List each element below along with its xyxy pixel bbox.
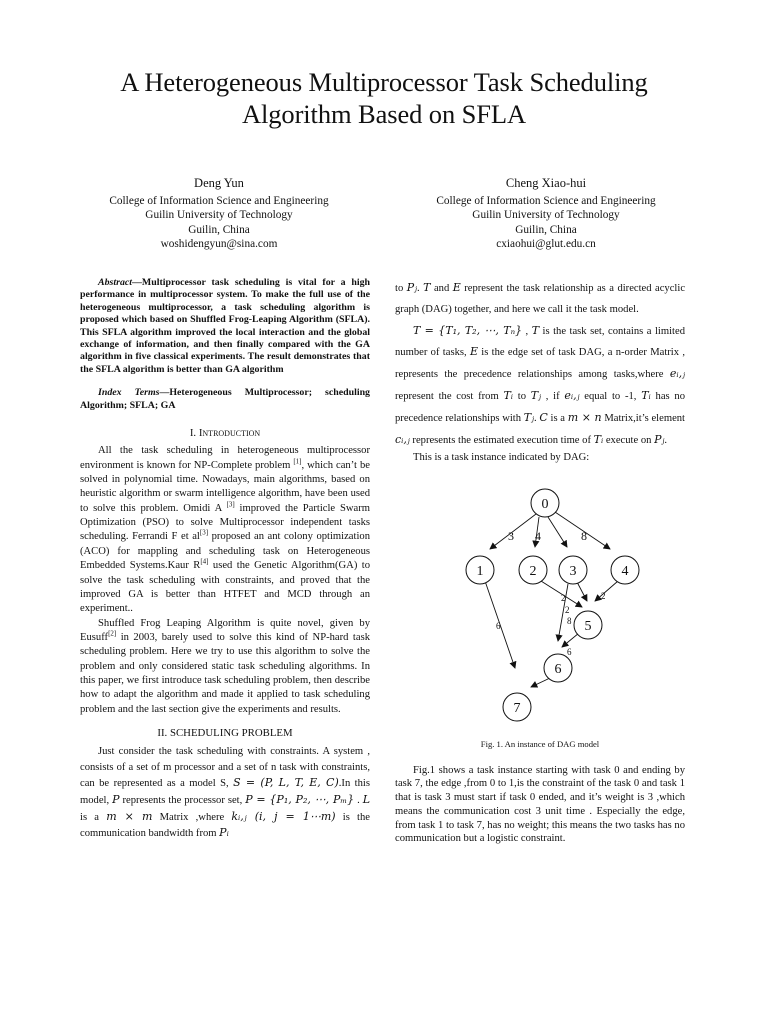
dag-intro-line: This is a task instance indicated by DAG: <box>413 452 590 464</box>
author-dept: College of Information Science and Engineering <box>436 195 656 208</box>
edge-5-6 <box>562 633 579 647</box>
node-label: 6 <box>554 662 562 678</box>
node-label: 0 <box>541 497 549 513</box>
citation: [2] <box>108 629 117 638</box>
author-name: Cheng Xiao-hui <box>505 176 587 190</box>
citation: [1] <box>293 457 302 466</box>
edge-label: 6 <box>496 621 501 632</box>
citation: [4] <box>200 557 209 566</box>
edge-label: 8 <box>567 616 572 627</box>
author-email: woshidengyun@sina.com <box>160 237 278 250</box>
figure-description-paragraph: Fig.1 shows a task instance starting with task 0 and ending by task 7, the edge ,from 0 to 1,is the constraint of the task 0 and task 1 that is task 3 must start if task 0 ended, and it’s weight is 3 ,which means the communication cost 3 unit time . Especially the edge, from task 1 to task 7, has no weight; this means the two tasks has no communication but a logistic constraint. <box>395 764 685 845</box>
task-set-paragraph: T = {T₁, T₂, ⋯, Tₙ} , T is the task set, contains a limited number of tasks, E is the edge set of task DAG, a n-order Matrix , represents the precedence relationships among tasks,where eᵢ,ⱼ represent the cost from Tᵢ to Tⱼ , if eᵢ,ⱼ equal to -1, Tᵢ has no precedence relationships with Tⱼ. C is a m × n Matrix,it’s element cᵢ,ⱼ represents the estimated execution time of Tᵢ execute on Pⱼ. <box>395 323 686 446</box>
right-column <box>395 278 685 846</box>
section-heading-introduction: I. Introduction <box>189 427 261 440</box>
author-location: Guilin, China <box>188 223 250 236</box>
author-univ: Guilin University of Technology <box>145 209 293 222</box>
author-dept: College of Information Science and Engineering <box>109 195 329 208</box>
scheduling-paragraph: Just consider the task scheduling with constraints. A system , consists of a set of m processor and a set of n task with constraints, can be represented as a model S, S = (P, L, T, E, C).In this model, P represents the processor set, P = {P₁, P₂, ⋯, Pₘ} . L is a m × m Matrix ,where kᵢ,ⱼ (i, j = 1⋯m) is the communication bandwidth from Pᵢ <box>80 746 371 840</box>
dag-figure <box>395 469 685 731</box>
dag-node-labels <box>477 497 629 716</box>
title-line-1: A Heterogeneous Multiprocessor Task Scheduling <box>120 67 648 97</box>
abstract-text: —Multiprocessor task scheduling is vital for a high performance in multiprocessor system. To make the full use of the heterogeneous multiprocessor, a task scheduling algorithm is proposed which based on Shuffled Frog-Leaping Algorithm (SFLA). This SFLA algorithm improved the local interaction and the global exchange of information, and then finally compared with the GA algorithm in five classical experiments. The result demonstrates that the SFLA algorithm is better than GA algorithm <box>80 277 370 375</box>
paper-title <box>0 66 768 130</box>
node-label: 3 <box>569 564 577 580</box>
citation: [3] <box>199 528 209 537</box>
abstract-label: Abstract <box>98 277 133 288</box>
edge-label: 8 <box>581 529 587 544</box>
section-heading-scheduling-problem: II. SCHEDULING PROBLEM <box>157 726 293 739</box>
node-label: 1 <box>476 564 484 580</box>
edge-label: 2 <box>561 593 566 604</box>
task-model-paragraph: to Pⱼ. T and E represent the task relationship as a directed acyclic graph (DAG) together, and here we call it the task model. <box>395 281 686 315</box>
author-block-2 <box>381 176 711 251</box>
author-name: Deng Yun <box>194 176 244 190</box>
index-terms-text: —Heterogeneous Multiprocessor; scheduling Algorithm; SFLA; GA <box>80 387 370 411</box>
edge-3-5 <box>577 582 587 601</box>
edge-label: 4 <box>535 529 541 544</box>
left-column <box>80 277 370 842</box>
node-label: 7 <box>513 701 521 717</box>
node-label: 2 <box>529 564 537 580</box>
intro-paragraph-1: All the task scheduling in heterogeneous multiprocessor environment is known for NP-Complete problem [1], which can’t be solved in polynomial time. Nowadays, main algorithms, based on heuristic algorithm or swarm intelligence algorithm, have been used to solve this problem. Omidi A [3] improved the Particle Swarm Optimization (PSO) to solve Multiprocessor independent tasks scheduling. Ferrandi F et al[3] proposed an ant colony optimization (ACO) for mappling and scheduling task on Heterogeneous Embedded Systems.Kaur R[4] used the Genetic Algorithm(GA) to solve the task scheduling with constraints, and proved that the improved GA is better than HTFET and MCD through an experiment.. <box>80 445 371 615</box>
index-terms-label: Index Terms <box>98 387 160 399</box>
title-line-2: Algorithm Based on SFLA <box>241 99 527 129</box>
author-block-1 <box>54 176 384 251</box>
author-univ: Guilin University of Technology <box>472 209 620 222</box>
node-label: 5 <box>584 619 592 635</box>
figure-caption: Fig. 1. An instance of DAG model <box>480 739 600 750</box>
abstract <box>80 277 370 412</box>
edge-label: 2 <box>601 591 606 602</box>
edge-label: 2 <box>565 605 570 616</box>
edge-4-5 <box>595 581 618 601</box>
author-location: Guilin, China <box>515 223 577 236</box>
intro-paragraph-2: Shuffled Frog Leaping Algorithm is quite novel, given by Eusuff[2] in 2003, barely used to solve this kind of NP-hard task scheduling problem. Here we try to use this algorithm to solve the problem and only considered static task scheduling algorithms. In this paper, we first introduce task scheduling problem, then describe how to adapt the algorithm and made it applied to task scheduling problem and the last section give the experiments and results. <box>80 617 370 715</box>
edge-6-7 <box>531 678 550 687</box>
node-label: 4 <box>621 564 629 580</box>
edge-0-3 <box>548 517 567 547</box>
dag-diagram <box>395 469 685 731</box>
author-email: cxiaohui@glut.edu.cn <box>496 237 596 250</box>
edge-label: 3 <box>508 529 514 544</box>
edge-label: 6 <box>567 647 572 658</box>
citation: [3] <box>226 500 235 509</box>
